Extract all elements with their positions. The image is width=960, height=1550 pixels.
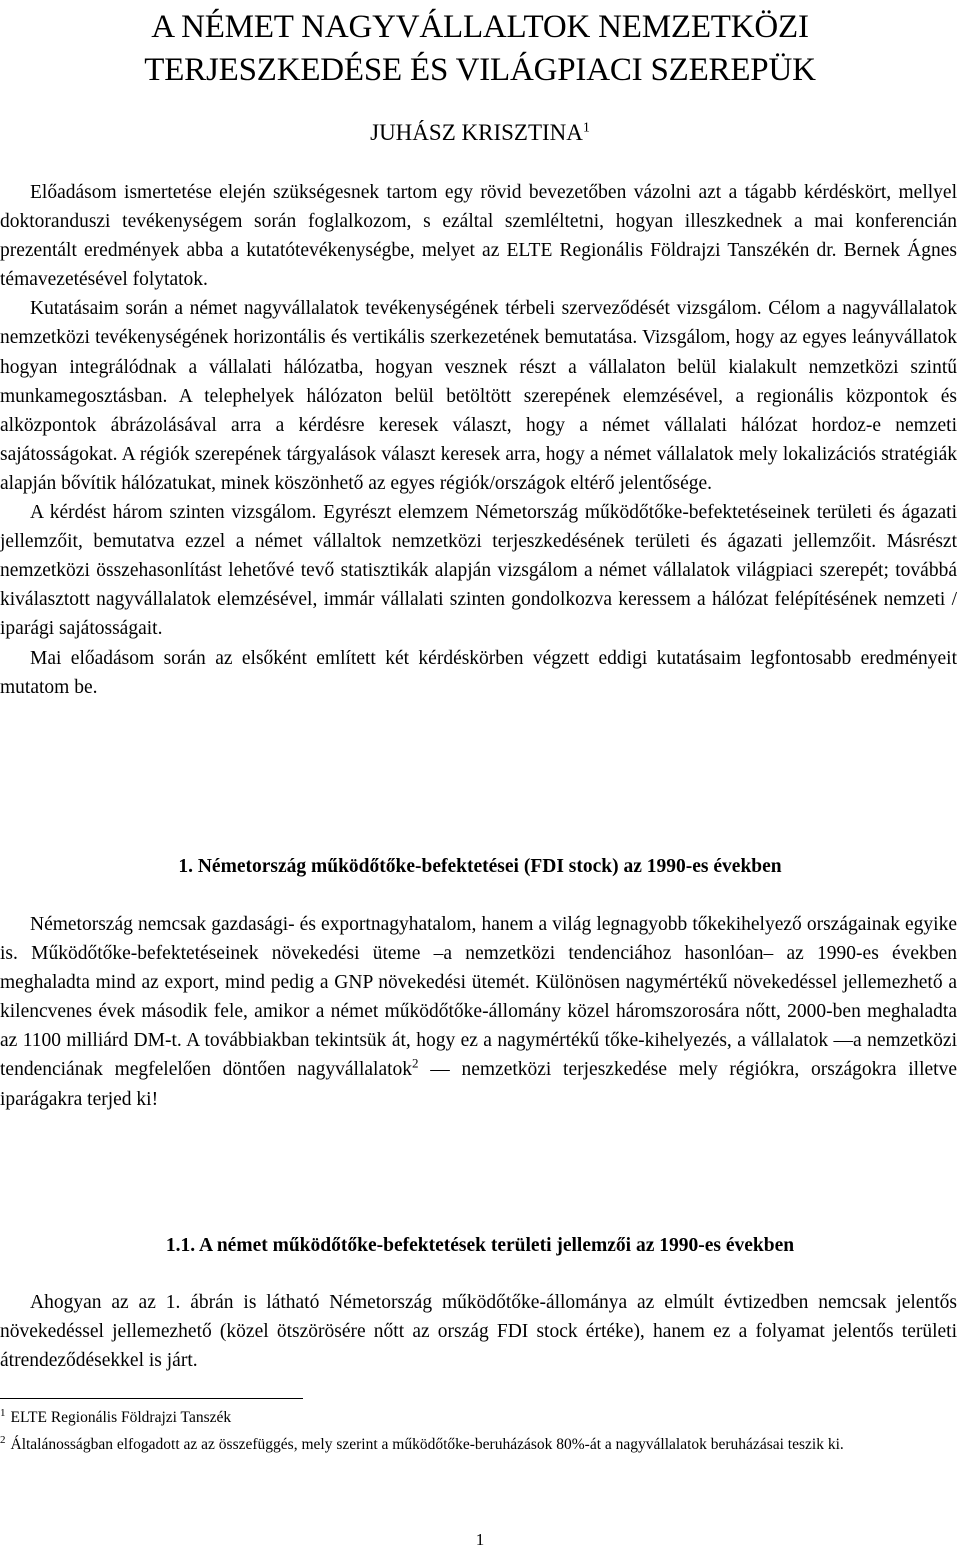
section-1-1-paragraph: Ahogyan az az 1. ábrán is látható Németország működőtőke-állománya az elmúlt évtizedben nemcsak jelentős növekedéssel jellemezhető (közel ötszörösére nőtt az ország FDI stock értéke), hanem ez a folyamat jelentős területi átrendeződésekkel is járt. — [0, 1292, 957, 1372]
page-number: 1 — [475, 1530, 485, 1549]
title-line-2: TERJESZKEDÉSE ÉS VILÁGPIACI SZEREPÜK — [144, 52, 816, 88]
footnote-2-ref: 2 — [0, 1433, 6, 1446]
intro-paragraph-1: Előadásom ismertetése elején szükségesnek tartom egy rövid bevezetőben vázolni azt a tágabb kérdéskört, mellyel doktoranduszi tevékenységem során foglalkozom, s ezáltal szemléltetni, hogyan illeszkednek a mai konferencián prezentált eredmények abba a kutatótevékenységbe, melyet az ELTE Regionális Földrajzi Tanszékén dr. Bernek Ágnes témavezetésével folytatok. — [0, 182, 957, 291]
section-1-body — [0, 910, 957, 1114]
author-footnote-ref: 1 — [582, 120, 590, 136]
footnote-2 — [0, 1431, 930, 1458]
footnote-1-ref: 1 — [0, 1406, 6, 1419]
section-1-footnote-ref: 2 — [412, 1055, 419, 1071]
intro-paragraph-3: A kérdést három szinten vizsgálom. Egyrészt elemzem Németország működőtőke-befektetéseinek területi és ágazati jellemzőit, bemutatva ezzel a német vállaltok nemzetközi terjeszkedésének területi és ágazati jellemzőit. Másrészt nemzetközi összehasonlítást lehetővé tevő statisztikák alapján vizsgálom a német vállalatok világpiaci szerepét; továbbá kiválasztott nagyvállalatok elemzésével, immár vállalati szinten gondolkozva keressem a hálózat felépítésének nemzeti / iparági sajátosságait. — [0, 502, 957, 640]
intro-paragraph-4: Mai előadásom során az elsőként említett két kérdéskörben végzett eddigi kutatásaim legfontosabb eredményeit mutatom be. — [0, 647, 957, 698]
section-1-1-heading: 1.1. A német működőtőke-befektetések területi jellemzői az 1990-es években — [165, 1235, 795, 1256]
footnote-1 — [0, 1404, 930, 1431]
section-1-text-a: Németország nemcsak gazdasági- és exportnagyhatalom, hanem a világ legnagyobb tőkekihelyező országainak egyike is. Működőtőke-befektetéseinek növekedési üteme –a nemzetközi tendenciához hasonlóan– az 1990-es években meghaladta mind az export, mind pedig a GNP növekedési ütemét. Különösen nagymértékű növekedéssel jellemezhető a kilencvenes évek második fele, amikor a német működőtőke-állomány közel háromszorosára nőtt, 2000-ben meghaladta az 1100 milliárd DM-t. A továbbiakban tekintsük át, hogy ez a nagymértékű tőke-kihelyezés, a vállalatok —a nemzetközi tendenciának megfelelően döntően nagyvállalatok — [0, 914, 957, 1081]
footnote-divider — [0, 1398, 303, 1399]
footnote-1-text: ELTE Regionális Földrajzi Tanszék — [10, 1409, 232, 1426]
intro-section — [0, 178, 957, 702]
author-name: JUHÁSZ KRISZTINA — [370, 120, 583, 145]
footnotes — [0, 1404, 930, 1458]
section-1-heading: 1. Németország működőtőke-befektetései (FDI stock) az 1990-es években — [178, 856, 782, 877]
footnote-2-text: Általánosságban elfogadott az az összefüggés, mely szerint a működőtőke-beruházások 80%-át a nagyvállalatok beruházásai teszik ki. — [10, 1436, 844, 1453]
document-title — [0, 6, 960, 92]
title-line-1: A NÉMET NAGYVÁLLALTOK NEMZETKÖZI — [151, 9, 809, 45]
section-1-1-body — [0, 1288, 957, 1375]
section-1-text-b: — nemzetközi terjeszkedése mely régiókra, országokra illetve iparágakra terjed ki! — [0, 1059, 957, 1110]
intro-paragraph-2: Kutatásaim során a német nagyvállalatok tevékenységének térbeli szerveződését vizsgálom. Célom a nagyvállalatok nemzetközi tevékenységének horizontális és vertikális szerkezetének bemutatása. Vizsgálom, hogy az egyes leányvállatok hogyan integrálódnak a vállalati hálózatba, hogyan vesznek részt a vállalaton belül kialakult nemzetközi szintű munkamegosztásban. A telephelyek hálózaton belül betöltött szerepének elemzésével, a regionális központok és alközpontok ábrázolásával arra a kérdésre keresek választ, hogy a német vállalati hálózat hordoz-e nemzeti sajátosságokat. A régiók szerepének tárgyalások választ keresek arra, hogy a német vállalatok mely lokalizációs stratégiák alapján bővítik hálózatukat, minek köszönhető az egyes régiók/országok eltérő jelentősége. — [0, 298, 957, 494]
author-line — [0, 118, 960, 148]
section-1-paragraph — [0, 910, 957, 1114]
